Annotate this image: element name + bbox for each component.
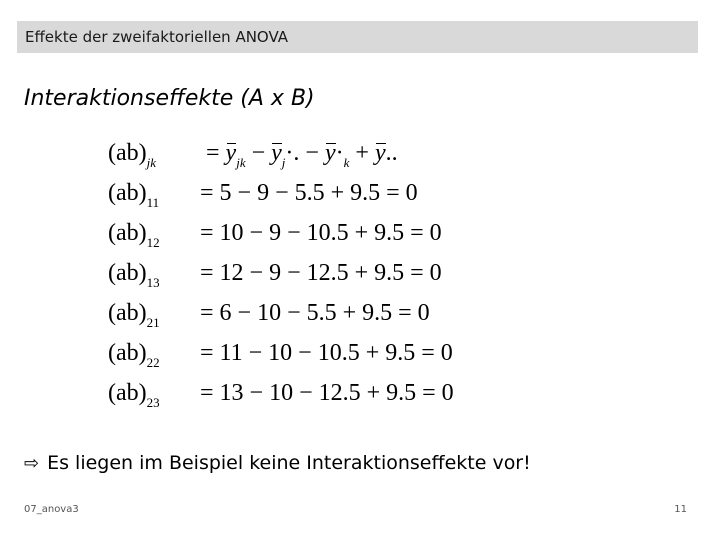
arrow-right-outline-icon: ⇨ xyxy=(24,453,40,474)
equation-lhs-sub: 23 xyxy=(146,395,160,410)
equation-rhs: = 5 − 9 − 5.5 + 9.5 = 0 xyxy=(200,180,418,206)
equation-row xyxy=(108,300,430,336)
equation-lhs-name: (ab) xyxy=(108,260,147,286)
equation-lhs-name: (ab) xyxy=(108,380,147,406)
header-title: Effekte der zweifaktoriellen ANOVA xyxy=(25,28,289,46)
equation-lhs-sub: 11 xyxy=(146,195,160,210)
equation-lhs-sub: 21 xyxy=(146,315,160,330)
equation-lhs-name: (ab) xyxy=(108,220,147,246)
ybar-term-2: y xyxy=(271,140,282,166)
general-plus: + xyxy=(355,140,375,166)
equation-row xyxy=(108,260,442,296)
equation-lhs-name: (ab) xyxy=(108,340,147,366)
equation-lhs-name: (ab) xyxy=(108,300,147,326)
equation-lhs-name: (ab) xyxy=(108,180,147,206)
page-number: 11 xyxy=(674,504,687,515)
equation-rhs: = 10 − 9 − 10.5 + 9.5 = 0 xyxy=(200,220,442,246)
footer-filename: 07_anova3 xyxy=(24,504,79,515)
ybar-term-1: y xyxy=(225,140,237,166)
general-lhs-sub: jk xyxy=(146,155,157,170)
equation-rhs: = 13 − 10 − 12.5 + 9.5 = 0 xyxy=(200,380,454,406)
equation-row xyxy=(108,380,454,416)
term-2-dots: ·. xyxy=(285,140,300,166)
general-eq: = xyxy=(206,140,226,166)
term-1-sub: jk xyxy=(236,155,246,170)
equation-row xyxy=(108,220,442,256)
conclusion-text: Es liegen im Beispiel keine Interaktionseffekte vor! xyxy=(47,452,531,474)
general-minus-2: − xyxy=(305,140,325,166)
equation-rhs: = 12 − 9 − 12.5 + 9.5 = 0 xyxy=(200,260,442,286)
conclusion xyxy=(24,452,531,474)
equation-rhs: = 6 − 10 − 5.5 + 9.5 = 0 xyxy=(200,300,430,326)
equation-lhs-sub: 12 xyxy=(146,235,160,250)
slide-title: Interaktionseffekte (A x B) xyxy=(24,86,315,111)
equation-lhs-sub: 22 xyxy=(146,355,160,370)
term-2-sub: j xyxy=(281,155,286,170)
equation-row xyxy=(108,340,453,376)
term-4-dots: .. xyxy=(385,140,398,166)
general-formula xyxy=(108,140,398,176)
term-3-dots: · xyxy=(335,140,344,166)
ybar-term-3: y xyxy=(324,140,336,166)
term-3-sub: k xyxy=(343,155,350,170)
header-bar xyxy=(17,21,698,53)
ybar-term-4: y xyxy=(374,140,386,166)
general-lhs-name: (ab) xyxy=(108,140,147,166)
general-minus-1: − xyxy=(251,140,272,166)
equation-lhs-sub: 13 xyxy=(146,275,160,290)
equation-row xyxy=(108,180,418,216)
equation-rhs: = 11 − 10 − 10.5 + 9.5 = 0 xyxy=(200,340,453,366)
